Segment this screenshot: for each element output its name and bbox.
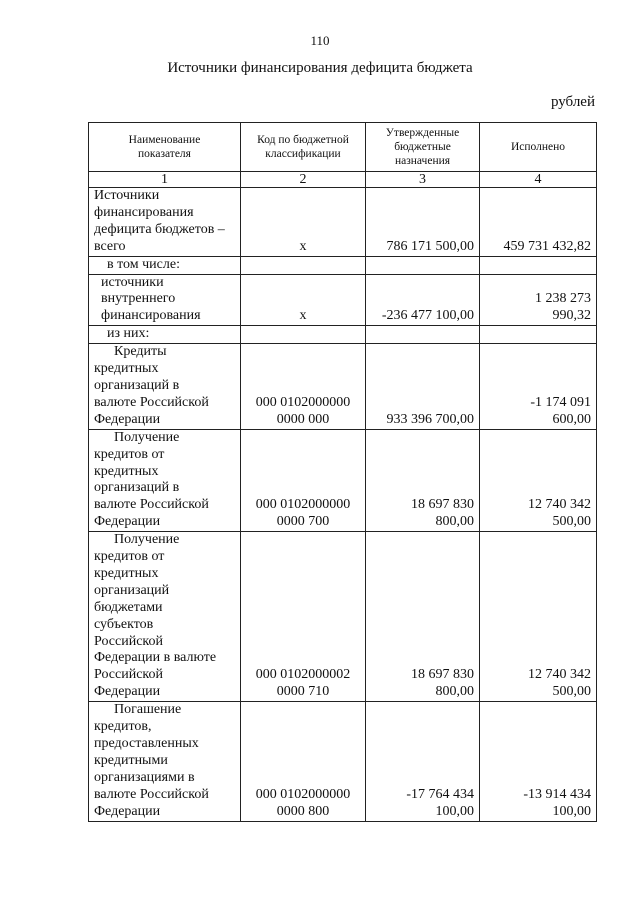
row-executed: 459 731 432,82 xyxy=(480,188,597,257)
row-executed: 12 740 342 500,00 xyxy=(480,532,597,702)
row-approved: -236 477 100,00 xyxy=(366,274,480,326)
row-approved: 18 697 830 800,00 xyxy=(366,429,480,531)
header-executed: Исполнено xyxy=(480,123,597,172)
row-code: 000 0102000000 0000 700 xyxy=(241,429,366,531)
row-name: источники внутреннего финансирования xyxy=(89,274,241,326)
column-number-row xyxy=(89,172,597,188)
row-code xyxy=(241,256,366,274)
document-title: Источники финансирования дефицита бюджета xyxy=(167,60,473,76)
row-name: Получение кредитов от кредитных организаций бюджетами субъектов Российской Федерации в валюте Российской Федерации xyxy=(89,532,241,702)
table-row xyxy=(89,532,597,702)
row-approved xyxy=(366,256,480,274)
row-approved xyxy=(366,326,480,344)
row-approved: -17 764 434 100,00 xyxy=(366,702,480,821)
header-approved: Утвержденные бюджетные назначения xyxy=(366,123,480,172)
table-row xyxy=(89,429,597,531)
row-executed: 12 740 342 500,00 xyxy=(480,429,597,531)
table-row xyxy=(89,326,597,344)
row-executed: -1 174 091 600,00 xyxy=(480,344,597,430)
row-approved: 786 171 500,00 xyxy=(366,188,480,257)
row-executed xyxy=(480,256,597,274)
row-code: х xyxy=(241,188,366,257)
row-name: Кредиты кредитных организаций в валюте Российской Федерации xyxy=(89,344,241,430)
row-name: Погашение кредитов, предоставленных кредитными организациями в валюте Российской Федерации xyxy=(89,702,241,821)
units-label: рублей xyxy=(550,94,595,110)
column-number: 4 xyxy=(480,172,597,188)
row-executed: -13 914 434 100,00 xyxy=(480,702,597,821)
row-executed xyxy=(480,326,597,344)
column-number: 2 xyxy=(241,172,366,188)
financing-sources-table xyxy=(88,122,597,822)
header-indicator-name: Наименование показателя xyxy=(89,123,241,172)
row-name: Получение кредитов от кредитных организаций в валюте Российской Федерации xyxy=(89,429,241,531)
row-name: Источники финансирования дефицита бюджетов – всего xyxy=(89,188,241,257)
page-number: 110 xyxy=(310,33,330,48)
row-code: 000 0102000000 0000 800 xyxy=(241,702,366,821)
header-budget-code: Код по бюджетной классификации xyxy=(241,123,366,172)
table-row xyxy=(89,702,597,821)
table-header-row xyxy=(89,123,597,172)
table-row xyxy=(89,344,597,430)
row-code xyxy=(241,326,366,344)
row-code: 000 0102000002 0000 710 xyxy=(241,532,366,702)
row-approved: 18 697 830 800,00 xyxy=(366,532,480,702)
row-code: х xyxy=(241,274,366,326)
table-row xyxy=(89,256,597,274)
table-row xyxy=(89,274,597,326)
column-number: 3 xyxy=(366,172,480,188)
row-code: 000 0102000000 0000 000 xyxy=(241,344,366,430)
table-row xyxy=(89,188,597,257)
row-name: из них: xyxy=(89,326,241,344)
row-approved: 933 396 700,00 xyxy=(366,344,480,430)
row-name: в том числе: xyxy=(89,256,241,274)
row-executed: 1 238 273 990,32 xyxy=(480,274,597,326)
column-number: 1 xyxy=(89,172,241,188)
